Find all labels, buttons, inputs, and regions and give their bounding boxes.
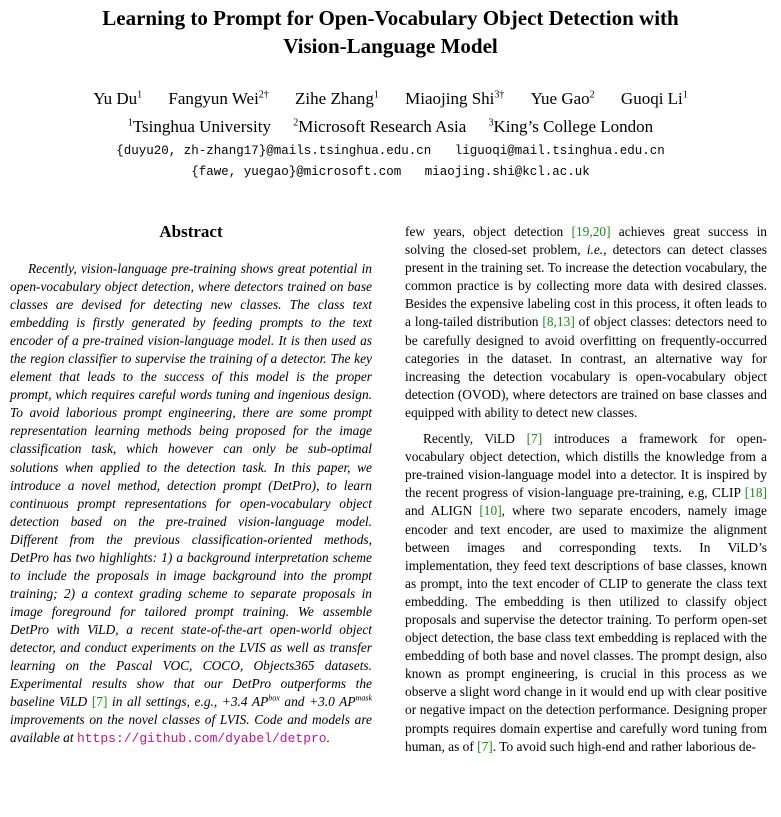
title-line-2: Vision-Language Model — [283, 34, 498, 58]
citation-link[interactable]: [7] — [91, 694, 108, 710]
affiliation: $^3$King’s College London — [488, 117, 654, 136]
email: miaojing.shi@kcl.ac.uk — [424, 165, 590, 179]
author: Yu Du$^1$ — [93, 89, 143, 108]
citation-link[interactable]: [7] — [526, 431, 543, 447]
introduction-column — [405, 223, 767, 756]
affiliation: $^1$Tsinghua University — [127, 117, 271, 136]
author: Guoqi Li$^1$ — [620, 89, 688, 108]
citation-link[interactable]: 20] — [592, 224, 611, 239]
author: Fangyun Wei$^{2\dagger}$ — [168, 89, 269, 108]
email: liguoqi@mail.tsinghua.edu.cn — [454, 144, 665, 158]
citation-link[interactable]: [8, — [542, 314, 557, 330]
affiliation: $^2$Microsoft Research Asia — [293, 117, 467, 136]
author: Yue Gao$^2$ — [530, 89, 595, 108]
body-paragraph: Recently, ViLD [7] introduces a framework for open-vocabulary object detection, which distills the knowledge from a pre-trained vision-language model into a detector. It is inspired by the recent progress of vision-language pre-training, e.g, CLIP [18] and ALIGN [10], where two separate encoders, namely image encoder and text encoder, are used to maximize the alignment between images and corresponding texts. In ViLD’s implementation, they feed text descriptions of base classes, known as prompt, into the text encoder of CLIP to generate the class text embedding. The embedding is then utilized to classify object proposals and supervise the detector training. To perform open-set object detection, the base class text embedding is replaced with the embedding of both base and novel classes. The prompt design, also known as prompt engineering, is crucial in this process as we observe a slight word change in it would end up with clear positive or negative impact on the detection performance. Designing proper prompts requires domain expertise and carefully word tuning from human, as of [7]. To avoid such high-end and rather laborious de- — [405, 431, 767, 754]
citation-link[interactable]: [10] — [479, 503, 502, 519]
author-list — [0, 88, 781, 110]
abstract-text: Recently, vision-language pre-training shows great potential in open-vocabulary object detection, where detectors trained on base classes are devised for detecting new classes. The class text embedding is firstly generated by feeding prompts to the text encoder of a pre-trained vision-language model. It is then used as the region classifier to supervise the training of a detector. The key element that leads to the success of this model is the proper prompt, which requires careful words tuning and ingenious design. To avoid laborious prompt engineering, there are some prompt representation learning methods being proposed for the image classification task, which however can only be sub-optimal solutions when applied to the detection task. In this paper, we introduce a novel method, detection prompt (DetPro), to learn continuous prompt representations for open-vocabulary object detection based on the pre-trained vision-language model. Different from the previous classification-oriented methods, DetPro has two highlights: 1) a background interpretation scheme to include the proposals in image background into the prompt training; 2) a context grading scheme to separate proposals in image foreground for tailored prompt training. We assemble DetPro with ViLD, a recent state-of-the-art open-world object detector, and conduct experiments on the LVIS as well as transfer learning on the Pascal VOC, COCO, Objects365 datasets. Experimental results show that our DetPro outperforms the baseline ViLD [7] in all settings, e.g., +3.4 $AP^{box}$ and +3.0 $AP^{mask}$ improvements on the novel classes of LVIS. Code and models are available at https://github.com/dyabel/detpro. — [10, 261, 372, 747]
email-line — [0, 163, 781, 181]
title-line-1: Learning to Prompt for Open-Vocabulary Object Detection with — [102, 6, 679, 30]
citation-link[interactable]: [19, — [571, 224, 593, 239]
affiliation-list — [0, 116, 781, 138]
author: Zihe Zhang$^1$ — [295, 89, 379, 108]
email: {duyu20, zh-zhang17}@mails.tsinghua.edu.cn — [116, 144, 432, 158]
body-paragraph: few years, object detection [19,20] achieves great success in solving the closed-set problem, i.e., detectors can detect classes present in the training set. To increase the detection vocabulary, the common practice is by collecting more data with desired classes. Besides the expensive labeling cost in this process, it often leads to a long-tailed distribution [8,13] of object classes: detectors need to be carefully designed to avoid overfitting on frequently-occurred categories in the dataset. In contrast, an alternative way for increasing the detection vocabulary is open-vocabulary object detection (OVOD), where detectors are trained on base classes and equipped with ability to detect new classes. — [405, 224, 767, 420]
author: Miaojing Shi$^{3\dagger}$ — [405, 89, 505, 108]
abstract-heading: Abstract — [159, 222, 223, 241]
paper-title — [0, 4, 781, 60]
citation-link[interactable]: 13] — [556, 314, 575, 330]
code-url-link[interactable]: https://github.com/dyabel/detpro — [76, 731, 327, 747]
email: {fawe, yuegao}@microsoft.com — [191, 165, 402, 179]
email-line — [0, 142, 781, 160]
citation-link[interactable]: [7] — [477, 738, 493, 754]
citation-link[interactable]: [18] — [744, 485, 767, 501]
